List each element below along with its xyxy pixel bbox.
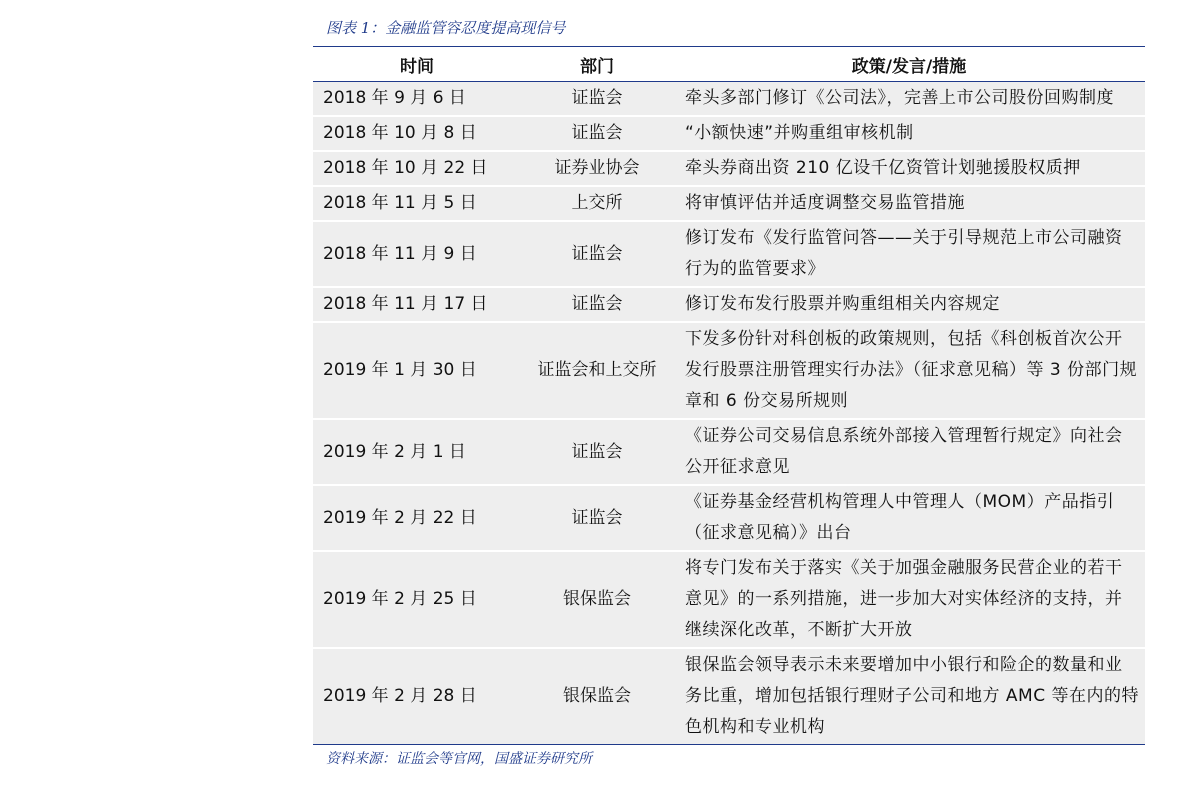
- table-row: [313, 419, 1145, 485]
- table-row: [313, 648, 1145, 745]
- header-dept: 部门: [521, 47, 673, 82]
- cell-dept: 证监会: [521, 419, 673, 485]
- table-row: [313, 221, 1145, 287]
- cell-dept: 上交所: [521, 186, 673, 221]
- table-row: [313, 485, 1145, 551]
- cell-policy: 将专门发布关于落实《关于加强金融服务民营企业的若干意见》的一系列措施，进一步加大对实体经济的支持，并继续深化改革，不断扩大开放: [673, 551, 1145, 648]
- cell-policy: 修订发布《发行监管问答——关于引导规范上市公司融资行为的监管要求》: [673, 221, 1145, 287]
- cell-policy: 将审慎评估并适度调整交易监管措施: [673, 186, 1145, 221]
- cell-policy: “小额快速”并购重组审核机制: [673, 116, 1145, 151]
- cell-time: 2019 年 2 月 28 日: [313, 648, 521, 745]
- table-row: [313, 186, 1145, 221]
- cell-time: 2018 年 11 月 5 日: [313, 186, 521, 221]
- cell-dept: 证监会: [521, 82, 673, 117]
- cell-time: 2019 年 1 月 30 日: [313, 322, 521, 419]
- table-row: [313, 82, 1145, 117]
- header-time: 时间: [313, 47, 521, 82]
- header-policy: 政策/发言/措施: [673, 47, 1145, 82]
- cell-dept: 证券业协会: [521, 151, 673, 186]
- cell-time: 2018 年 11 月 9 日: [313, 221, 521, 287]
- cell-policy: 《证券基金经营机构管理人中管理人（MOM）产品指引（征求意见稿）》出台: [673, 485, 1145, 551]
- cell-policy: 《证券公司交易信息系统外部接入管理暂行规定》向社会公开征求意见: [673, 419, 1145, 485]
- cell-time: 2018 年 10 月 8 日: [313, 116, 521, 151]
- policy-table-container: [313, 46, 1145, 745]
- cell-policy: 牵头券商出资 210 亿设千亿资管计划驰援股权质押: [673, 151, 1145, 186]
- cell-dept: 银保监会: [521, 551, 673, 648]
- table-header-row: [313, 47, 1145, 82]
- source-note: 资料来源：证监会等官网，国盛证券研究所: [326, 751, 592, 767]
- cell-policy: 修订发布发行股票并购重组相关内容规定: [673, 287, 1145, 322]
- cell-dept: 证监会: [521, 221, 673, 287]
- table-row: [313, 322, 1145, 419]
- table-row: [313, 551, 1145, 648]
- cell-time: 2019 年 2 月 1 日: [313, 419, 521, 485]
- cell-dept: 证监会: [521, 116, 673, 151]
- cell-time: 2018 年 9 月 6 日: [313, 82, 521, 117]
- cell-policy: 银保监会领导表示未来要增加中小银行和险企的数量和业务比重，增加包括银行理财子公司和地方 AMC 等在内的特色机构和专业机构: [673, 648, 1145, 745]
- table-row: [313, 116, 1145, 151]
- table-row: [313, 287, 1145, 322]
- cell-time: 2019 年 2 月 25 日: [313, 551, 521, 648]
- cell-policy: 下发多份针对科创板的政策规则，包括《科创板首次公开发行股票注册管理实行办法》（征求意见稿）等 3 份部门规章和 6 份交易所规则: [673, 322, 1145, 419]
- cell-time: 2019 年 2 月 22 日: [313, 485, 521, 551]
- table-row: [313, 151, 1145, 186]
- figure-title: 图表 1：金融监管容忍度提高现信号: [326, 19, 566, 37]
- cell-policy: 牵头多部门修订《公司法》，完善上市公司股份回购制度: [673, 82, 1145, 117]
- cell-time: 2018 年 10 月 22 日: [313, 151, 521, 186]
- cell-dept: 银保监会: [521, 648, 673, 745]
- cell-dept: 证监会和上交所: [521, 322, 673, 419]
- cell-dept: 证监会: [521, 287, 673, 322]
- policy-table: [313, 46, 1145, 745]
- cell-dept: 证监会: [521, 485, 673, 551]
- cell-time: 2018 年 11 月 17 日: [313, 287, 521, 322]
